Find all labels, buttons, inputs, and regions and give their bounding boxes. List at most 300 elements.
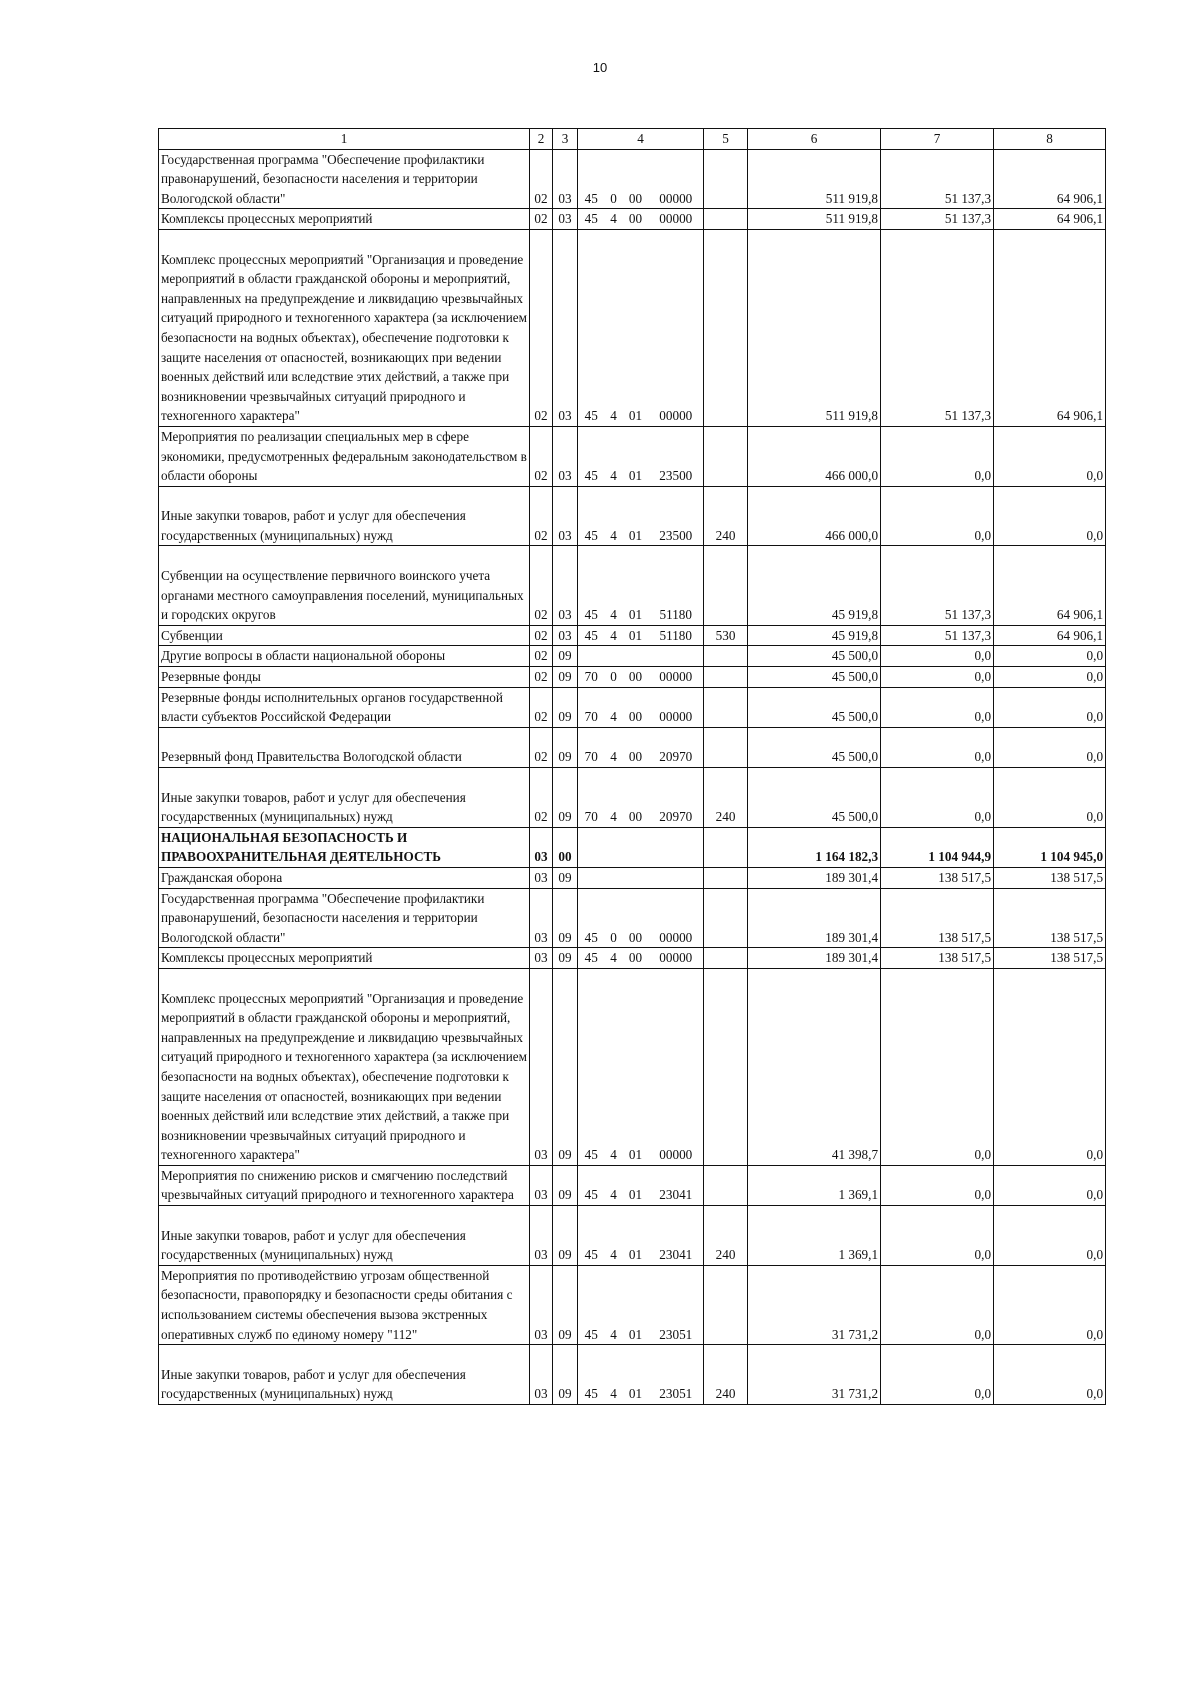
row-value-year1 bbox=[748, 667, 881, 688]
row-vr-text: 530 bbox=[715, 627, 736, 643]
row-csr-code-text: 23041 bbox=[659, 1247, 693, 1263]
table-row bbox=[159, 486, 1106, 546]
row-name-text: Субвенции на осуществление первичного воинского учета органами местного самоуправления поселений, муниципальных и городских округов bbox=[161, 568, 524, 623]
row-csr-type bbox=[605, 229, 623, 426]
row-rz bbox=[530, 1345, 553, 1405]
row-csr-subprogram-text: 00 bbox=[628, 190, 643, 206]
row-value-year3 bbox=[994, 888, 1106, 948]
row-vr bbox=[704, 486, 748, 546]
row-value-year2-text: 51 137,3 bbox=[944, 408, 992, 424]
row-rz bbox=[530, 149, 553, 209]
row-value-year1 bbox=[748, 768, 881, 828]
row-csr-code-text: 51180 bbox=[659, 607, 692, 623]
row-rz bbox=[530, 646, 553, 667]
row-csr-type-text: 4 bbox=[610, 468, 617, 484]
row-pr bbox=[553, 1206, 578, 1266]
row-vr bbox=[704, 229, 748, 426]
row-csr-subprogram-text: 01 bbox=[628, 527, 643, 543]
row-value-year1 bbox=[748, 426, 881, 486]
row-csr-subprogram-text: 01 bbox=[628, 1147, 643, 1163]
row-value-year3 bbox=[994, 646, 1106, 667]
row-rz bbox=[530, 1206, 553, 1266]
row-name-text: Субвенции bbox=[161, 627, 223, 643]
row-csr-code bbox=[649, 1265, 704, 1344]
table-row bbox=[159, 888, 1106, 948]
row-value-year3-text: 1 104 945,0 bbox=[1040, 849, 1104, 865]
row-csr-subprogram-text: 01 bbox=[628, 1386, 643, 1402]
row-value-year1 bbox=[748, 209, 881, 230]
row-value-year3-text: 64 906,1 bbox=[1056, 627, 1104, 643]
row-value-year3-text: 0,0 bbox=[1086, 809, 1104, 825]
row-pr-text: 03 bbox=[558, 527, 572, 543]
row-pr bbox=[553, 209, 578, 230]
row-pr-text: 09 bbox=[558, 669, 572, 685]
row-csr-program-text: 45 bbox=[584, 1386, 598, 1402]
row-pr bbox=[553, 1265, 578, 1344]
row-csr-type-text: 0 bbox=[610, 190, 617, 206]
row-csr-type bbox=[605, 426, 623, 486]
row-csr-type bbox=[605, 149, 623, 209]
row-pr-text: 03 bbox=[558, 627, 572, 643]
row-csr-subprogram-text: 00 bbox=[628, 809, 643, 825]
table-row bbox=[159, 948, 1106, 969]
row-csr-subprogram bbox=[623, 727, 649, 767]
row-pr-text: 09 bbox=[558, 809, 572, 825]
row-csr-code-text: 51180 bbox=[659, 627, 692, 643]
row-value-year1-text: 466 000,0 bbox=[825, 468, 879, 484]
row-value-year2 bbox=[881, 546, 994, 625]
row-csr-subprogram bbox=[623, 1165, 649, 1205]
row-csr-code-text: 00000 bbox=[659, 669, 693, 685]
row-value-year3 bbox=[994, 229, 1106, 426]
row-csr-subprogram bbox=[623, 687, 649, 727]
row-rz-text: 03 bbox=[534, 1147, 548, 1163]
row-value-year1-text: 511 919,8 bbox=[825, 211, 879, 227]
row-csr-code bbox=[649, 687, 704, 727]
row-csr-code-text: 23051 bbox=[659, 1326, 693, 1342]
row-value-year2-text: 0,0 bbox=[974, 809, 992, 825]
row-vr bbox=[704, 149, 748, 209]
row-csr-type bbox=[605, 867, 623, 888]
row-value-year1-text: 1 369,1 bbox=[838, 1247, 879, 1263]
row-value-year2 bbox=[881, 1165, 994, 1205]
row-value-year3-text: 0,0 bbox=[1086, 669, 1104, 685]
row-csr-program-text: 45 bbox=[584, 607, 598, 623]
row-name-text: Мероприятия по снижению рисков и смягчению последствий чрезвычайных ситуаций природного и техногенного характера bbox=[161, 1167, 514, 1203]
row-value-year1-text: 41 398,7 bbox=[831, 1147, 879, 1163]
row-csr-type bbox=[605, 1165, 623, 1205]
row-value-year3 bbox=[994, 546, 1106, 625]
row-vr bbox=[704, 667, 748, 688]
table-row bbox=[159, 546, 1106, 625]
header-cell-year3: 8 bbox=[994, 129, 1106, 150]
row-rz bbox=[530, 229, 553, 426]
row-csr-code-text: 20970 bbox=[659, 809, 693, 825]
table-row bbox=[159, 646, 1106, 667]
row-value-year1 bbox=[748, 1345, 881, 1405]
row-vr bbox=[704, 426, 748, 486]
row-pr-text: 09 bbox=[558, 1326, 572, 1342]
row-value-year1-text: 31 731,2 bbox=[831, 1386, 879, 1402]
row-value-year3-text: 0,0 bbox=[1086, 648, 1104, 664]
row-csr-code bbox=[649, 1206, 704, 1266]
row-name-text: Мероприятия по противодействию угрозам общественной безопасности, правопорядку и безопасности среды обитания с использованием системы обеспечения вызова экстренных оперативных служб по единому номеру "112" bbox=[161, 1267, 513, 1342]
row-value-year3-text: 0,0 bbox=[1086, 527, 1104, 543]
row-value-year2 bbox=[881, 888, 994, 948]
row-rz-text: 02 bbox=[534, 607, 548, 623]
table-row bbox=[159, 1165, 1106, 1205]
row-vr-text: 240 bbox=[715, 809, 736, 825]
row-pr-text: 09 bbox=[558, 869, 572, 885]
row-value-year1 bbox=[748, 625, 881, 646]
row-csr-type bbox=[605, 646, 623, 667]
row-csr-type bbox=[605, 888, 623, 948]
row-csr-subprogram-text: 00 bbox=[628, 950, 643, 966]
row-value-year3 bbox=[994, 625, 1106, 646]
row-csr-code bbox=[649, 486, 704, 546]
row-csr-code bbox=[649, 149, 704, 209]
row-pr-text: 00 bbox=[558, 849, 572, 865]
row-csr-subprogram bbox=[623, 1345, 649, 1405]
row-csr-subprogram bbox=[623, 486, 649, 546]
row-value-year3-text: 138 517,5 bbox=[1050, 869, 1104, 885]
row-pr-text: 09 bbox=[558, 1147, 572, 1163]
row-csr-program-text: 70 bbox=[584, 809, 598, 825]
row-name bbox=[159, 546, 530, 625]
row-value-year3 bbox=[994, 968, 1106, 1165]
row-value-year1 bbox=[748, 687, 881, 727]
row-vr bbox=[704, 768, 748, 828]
row-name bbox=[159, 888, 530, 948]
row-csr-program-text: 45 bbox=[584, 190, 598, 206]
row-name-text: Резервный фонд Правительства Вологодской области bbox=[161, 749, 462, 765]
row-name bbox=[159, 625, 530, 646]
row-csr-subprogram-text: 01 bbox=[628, 468, 643, 484]
header-cell-csr: 4 bbox=[578, 129, 704, 150]
row-rz-text: 03 bbox=[534, 1326, 548, 1342]
row-csr-code bbox=[649, 968, 704, 1165]
row-value-year1-text: 189 301,4 bbox=[825, 950, 879, 966]
row-pr-text: 09 bbox=[558, 929, 572, 945]
row-name-text: Мероприятия по реализации специальных мер в сфере экономики, предусмотренных федеральным законодательством в области обороны bbox=[161, 428, 527, 484]
row-name-text: Гражданская оборона bbox=[161, 869, 283, 885]
row-value-year2-text: 0,0 bbox=[974, 527, 992, 543]
row-value-year1-text: 1 369,1 bbox=[838, 1187, 879, 1203]
row-csr-program bbox=[578, 546, 605, 625]
row-csr-type bbox=[605, 546, 623, 625]
row-csr-subprogram bbox=[623, 546, 649, 625]
row-csr-type-text: 4 bbox=[610, 627, 617, 643]
row-rz-text: 03 bbox=[534, 869, 548, 885]
row-csr-type bbox=[605, 727, 623, 767]
row-pr bbox=[553, 867, 578, 888]
row-csr-code bbox=[649, 727, 704, 767]
row-csr-program-text: 45 bbox=[584, 408, 598, 424]
row-pr bbox=[553, 827, 578, 867]
row-value-year1 bbox=[748, 727, 881, 767]
row-csr-program bbox=[578, 687, 605, 727]
row-value-year1 bbox=[748, 149, 881, 209]
row-csr-type bbox=[605, 687, 623, 727]
row-value-year2-text: 1 104 944,9 bbox=[928, 849, 992, 865]
row-value-year1-text: 45 500,0 bbox=[831, 648, 879, 664]
row-csr-subprogram bbox=[623, 149, 649, 209]
row-name-text: Иные закупки товаров, работ и услуг для обеспечения государственных (муниципальных) нужд bbox=[161, 508, 466, 543]
row-value-year2 bbox=[881, 426, 994, 486]
row-vr bbox=[704, 827, 748, 867]
row-value-year3 bbox=[994, 667, 1106, 688]
row-csr-type bbox=[605, 948, 623, 969]
row-csr-code-text: 23500 bbox=[659, 468, 693, 484]
row-csr-subprogram bbox=[623, 229, 649, 426]
row-value-year2-text: 0,0 bbox=[974, 1386, 992, 1402]
row-pr bbox=[553, 1345, 578, 1405]
row-csr-program bbox=[578, 209, 605, 230]
row-csr-subprogram-text: 01 bbox=[628, 1326, 643, 1342]
row-value-year2-text: 0,0 bbox=[974, 1187, 992, 1203]
row-csr-subprogram bbox=[623, 1206, 649, 1266]
row-name-text: Комплексы процессных мероприятий bbox=[161, 211, 373, 227]
row-csr-type bbox=[605, 667, 623, 688]
row-value-year2-text: 0,0 bbox=[974, 749, 992, 765]
row-pr bbox=[553, 486, 578, 546]
row-pr bbox=[553, 768, 578, 828]
table-row bbox=[159, 827, 1106, 867]
row-pr-text: 09 bbox=[558, 1187, 572, 1203]
row-name bbox=[159, 1345, 530, 1405]
row-csr-program-text: 70 bbox=[584, 709, 598, 725]
row-name bbox=[159, 667, 530, 688]
row-csr-type-text: 4 bbox=[610, 1247, 617, 1263]
row-csr-program-text: 45 bbox=[584, 211, 598, 227]
row-value-year3 bbox=[994, 486, 1106, 546]
row-value-year3 bbox=[994, 1206, 1106, 1266]
row-value-year3 bbox=[994, 768, 1106, 828]
row-value-year2 bbox=[881, 209, 994, 230]
row-rz bbox=[530, 546, 553, 625]
row-csr-type bbox=[605, 486, 623, 546]
row-rz bbox=[530, 209, 553, 230]
row-value-year2 bbox=[881, 727, 994, 767]
row-csr-program bbox=[578, 968, 605, 1165]
table-row bbox=[159, 687, 1106, 727]
row-value-year3 bbox=[994, 867, 1106, 888]
row-rz bbox=[530, 727, 553, 767]
row-value-year3-text: 0,0 bbox=[1086, 749, 1104, 765]
row-name-text: НАЦИОНАЛЬНАЯ БЕЗОПАСНОСТЬ И ПРАВООХРАНИТЕЛЬНАЯ ДЕЯТЕЛЬНОСТЬ bbox=[161, 829, 441, 865]
row-csr-type-text: 4 bbox=[610, 1326, 617, 1342]
row-vr-text: 240 bbox=[715, 1386, 736, 1402]
table-row bbox=[159, 1206, 1106, 1266]
row-csr-subprogram bbox=[623, 209, 649, 230]
row-rz-text: 03 bbox=[534, 950, 548, 966]
row-csr-program-text: 70 bbox=[584, 669, 598, 685]
row-csr-type bbox=[605, 1206, 623, 1266]
row-csr-program-text: 45 bbox=[584, 527, 598, 543]
row-value-year3-text: 64 906,1 bbox=[1056, 211, 1104, 227]
row-rz-text: 02 bbox=[534, 809, 548, 825]
row-value-year3 bbox=[994, 948, 1106, 969]
row-csr-program bbox=[578, 948, 605, 969]
row-value-year2 bbox=[881, 667, 994, 688]
row-csr-subprogram-text: 00 bbox=[628, 709, 643, 725]
row-csr-program-text: 45 bbox=[584, 468, 598, 484]
row-name-text: Иные закупки товаров, работ и услуг для обеспечения государственных (муниципальных) нужд bbox=[161, 1366, 466, 1402]
table-row bbox=[159, 1265, 1106, 1344]
row-csr-program bbox=[578, 867, 605, 888]
row-csr-subprogram-text: 01 bbox=[628, 1247, 643, 1263]
row-value-year2 bbox=[881, 768, 994, 828]
row-value-year1-text: 189 301,4 bbox=[825, 929, 879, 945]
row-value-year1 bbox=[748, 827, 881, 867]
page-number: 10 bbox=[592, 60, 608, 75]
row-csr-subprogram bbox=[623, 968, 649, 1165]
row-rz-text: 03 bbox=[534, 1247, 548, 1263]
row-rz bbox=[530, 867, 553, 888]
row-vr bbox=[704, 687, 748, 727]
row-pr bbox=[553, 229, 578, 426]
row-csr-type-text: 0 bbox=[610, 929, 617, 945]
row-csr-program-text: 45 bbox=[584, 1187, 598, 1203]
row-value-year1 bbox=[748, 646, 881, 667]
row-value-year3 bbox=[994, 1345, 1106, 1405]
row-vr bbox=[704, 1165, 748, 1205]
row-rz-text: 02 bbox=[534, 669, 548, 685]
row-value-year1-text: 511 919,8 bbox=[825, 190, 879, 206]
row-csr-program bbox=[578, 1206, 605, 1266]
row-name bbox=[159, 486, 530, 546]
row-vr bbox=[704, 209, 748, 230]
row-value-year3 bbox=[994, 827, 1106, 867]
row-name bbox=[159, 727, 530, 767]
row-name bbox=[159, 1265, 530, 1344]
row-value-year1 bbox=[748, 948, 881, 969]
row-value-year1-text: 45 919,8 bbox=[831, 627, 879, 643]
row-vr-text: 240 bbox=[715, 1247, 736, 1263]
row-value-year1-text: 45 500,0 bbox=[831, 709, 879, 725]
header-cell-rz: 2 bbox=[530, 129, 553, 150]
row-csr-subprogram bbox=[623, 948, 649, 969]
row-value-year2-text: 0,0 bbox=[974, 1326, 992, 1342]
row-name-text: Государственная программа "Обеспечение профилактики правонарушений, безопасности населения и территории Вологодской области" bbox=[161, 890, 485, 945]
row-csr-type-text: 0 bbox=[610, 669, 617, 685]
row-value-year3-text: 0,0 bbox=[1086, 1247, 1104, 1263]
header-cell-year1: 6 bbox=[748, 129, 881, 150]
row-name bbox=[159, 687, 530, 727]
row-pr-text: 09 bbox=[558, 749, 572, 765]
budget-table bbox=[158, 128, 1106, 1405]
row-csr-program bbox=[578, 827, 605, 867]
table-row bbox=[159, 149, 1106, 209]
row-name-text: Государственная программа "Обеспечение профилактики правонарушений, безопасности населения и территории Вологодской области" bbox=[161, 151, 485, 206]
row-rz-text: 03 bbox=[534, 849, 548, 865]
row-pr-text: 09 bbox=[558, 648, 572, 664]
row-value-year2-text: 0,0 bbox=[974, 1147, 992, 1163]
row-vr bbox=[704, 968, 748, 1165]
row-pr bbox=[553, 1165, 578, 1205]
row-value-year2 bbox=[881, 867, 994, 888]
row-csr-program bbox=[578, 426, 605, 486]
row-value-year1-text: 189 301,4 bbox=[825, 869, 879, 885]
row-value-year2 bbox=[881, 625, 994, 646]
row-csr-code-text: 23051 bbox=[659, 1386, 693, 1402]
header-cell-vr: 5 bbox=[704, 129, 748, 150]
row-pr-text: 03 bbox=[558, 211, 572, 227]
row-csr-subprogram-text: 01 bbox=[628, 1187, 643, 1203]
row-rz-text: 03 bbox=[534, 1187, 548, 1203]
row-name bbox=[159, 867, 530, 888]
row-pr bbox=[553, 948, 578, 969]
row-pr-text: 09 bbox=[558, 709, 572, 725]
row-value-year3-text: 0,0 bbox=[1086, 468, 1104, 484]
row-pr-text: 09 bbox=[558, 1247, 572, 1263]
row-csr-program bbox=[578, 646, 605, 667]
row-csr-subprogram-text: 01 bbox=[628, 408, 643, 424]
row-rz bbox=[530, 768, 553, 828]
row-value-year3-text: 64 906,1 bbox=[1056, 408, 1104, 424]
row-csr-code bbox=[649, 867, 704, 888]
row-pr-text: 03 bbox=[558, 468, 572, 484]
row-rz bbox=[530, 687, 553, 727]
row-rz bbox=[530, 968, 553, 1165]
table-row bbox=[159, 768, 1106, 828]
row-csr-subprogram-text: 00 bbox=[628, 749, 643, 765]
row-vr bbox=[704, 546, 748, 625]
row-rz-text: 02 bbox=[534, 749, 548, 765]
row-name bbox=[159, 948, 530, 969]
row-csr-program bbox=[578, 229, 605, 426]
header-cell-name: 1 bbox=[159, 129, 530, 150]
row-csr-type-text: 4 bbox=[610, 1187, 617, 1203]
row-value-year3-text: 0,0 bbox=[1086, 1386, 1104, 1402]
row-rz-text: 02 bbox=[534, 648, 548, 664]
row-pr bbox=[553, 625, 578, 646]
row-csr-code bbox=[649, 625, 704, 646]
row-csr-code bbox=[649, 667, 704, 688]
row-csr-code bbox=[649, 546, 704, 625]
row-csr-type-text: 4 bbox=[610, 527, 617, 543]
row-csr-code-text: 00000 bbox=[659, 190, 693, 206]
row-csr-code bbox=[649, 646, 704, 667]
table-row bbox=[159, 667, 1106, 688]
row-vr bbox=[704, 1345, 748, 1405]
row-value-year2-text: 51 137,3 bbox=[944, 607, 992, 623]
row-value-year3 bbox=[994, 1165, 1106, 1205]
row-csr-program bbox=[578, 888, 605, 948]
table-row bbox=[159, 968, 1106, 1165]
row-value-year2-text: 0,0 bbox=[974, 648, 992, 664]
row-value-year1-text: 1 164 182,3 bbox=[815, 849, 879, 865]
row-value-year1 bbox=[748, 968, 881, 1165]
row-name bbox=[159, 968, 530, 1165]
row-pr bbox=[553, 667, 578, 688]
row-csr-code bbox=[649, 229, 704, 426]
table-row bbox=[159, 209, 1106, 230]
row-csr-subprogram bbox=[623, 768, 649, 828]
table-row bbox=[159, 1345, 1106, 1405]
row-name-text: Комплекс процессных мероприятий "Организация и проведение мероприятий в области гражданской обороны и мероприятий, направленных на предупреждение и ликвидацию чрезвычайных ситуаций природного и техногенного характера (за исключением безопасности на водных объектах), обеспечение подготовки к защите населения от опасностей, возникающих при ведении военных действий или вследствие этих действий, а также при возникновении чрезвычайных ситуаций природного и техногенного характера" bbox=[161, 990, 528, 1163]
row-value-year2 bbox=[881, 229, 994, 426]
row-pr-text: 09 bbox=[558, 1386, 572, 1402]
row-csr-type bbox=[605, 625, 623, 646]
row-csr-subprogram-text: 01 bbox=[628, 627, 643, 643]
row-csr-program-text: 70 bbox=[584, 749, 598, 765]
row-value-year3-text: 0,0 bbox=[1086, 709, 1104, 725]
row-csr-code bbox=[649, 768, 704, 828]
header-row bbox=[159, 129, 1106, 150]
row-csr-type bbox=[605, 827, 623, 867]
row-pr-text: 03 bbox=[558, 607, 572, 623]
